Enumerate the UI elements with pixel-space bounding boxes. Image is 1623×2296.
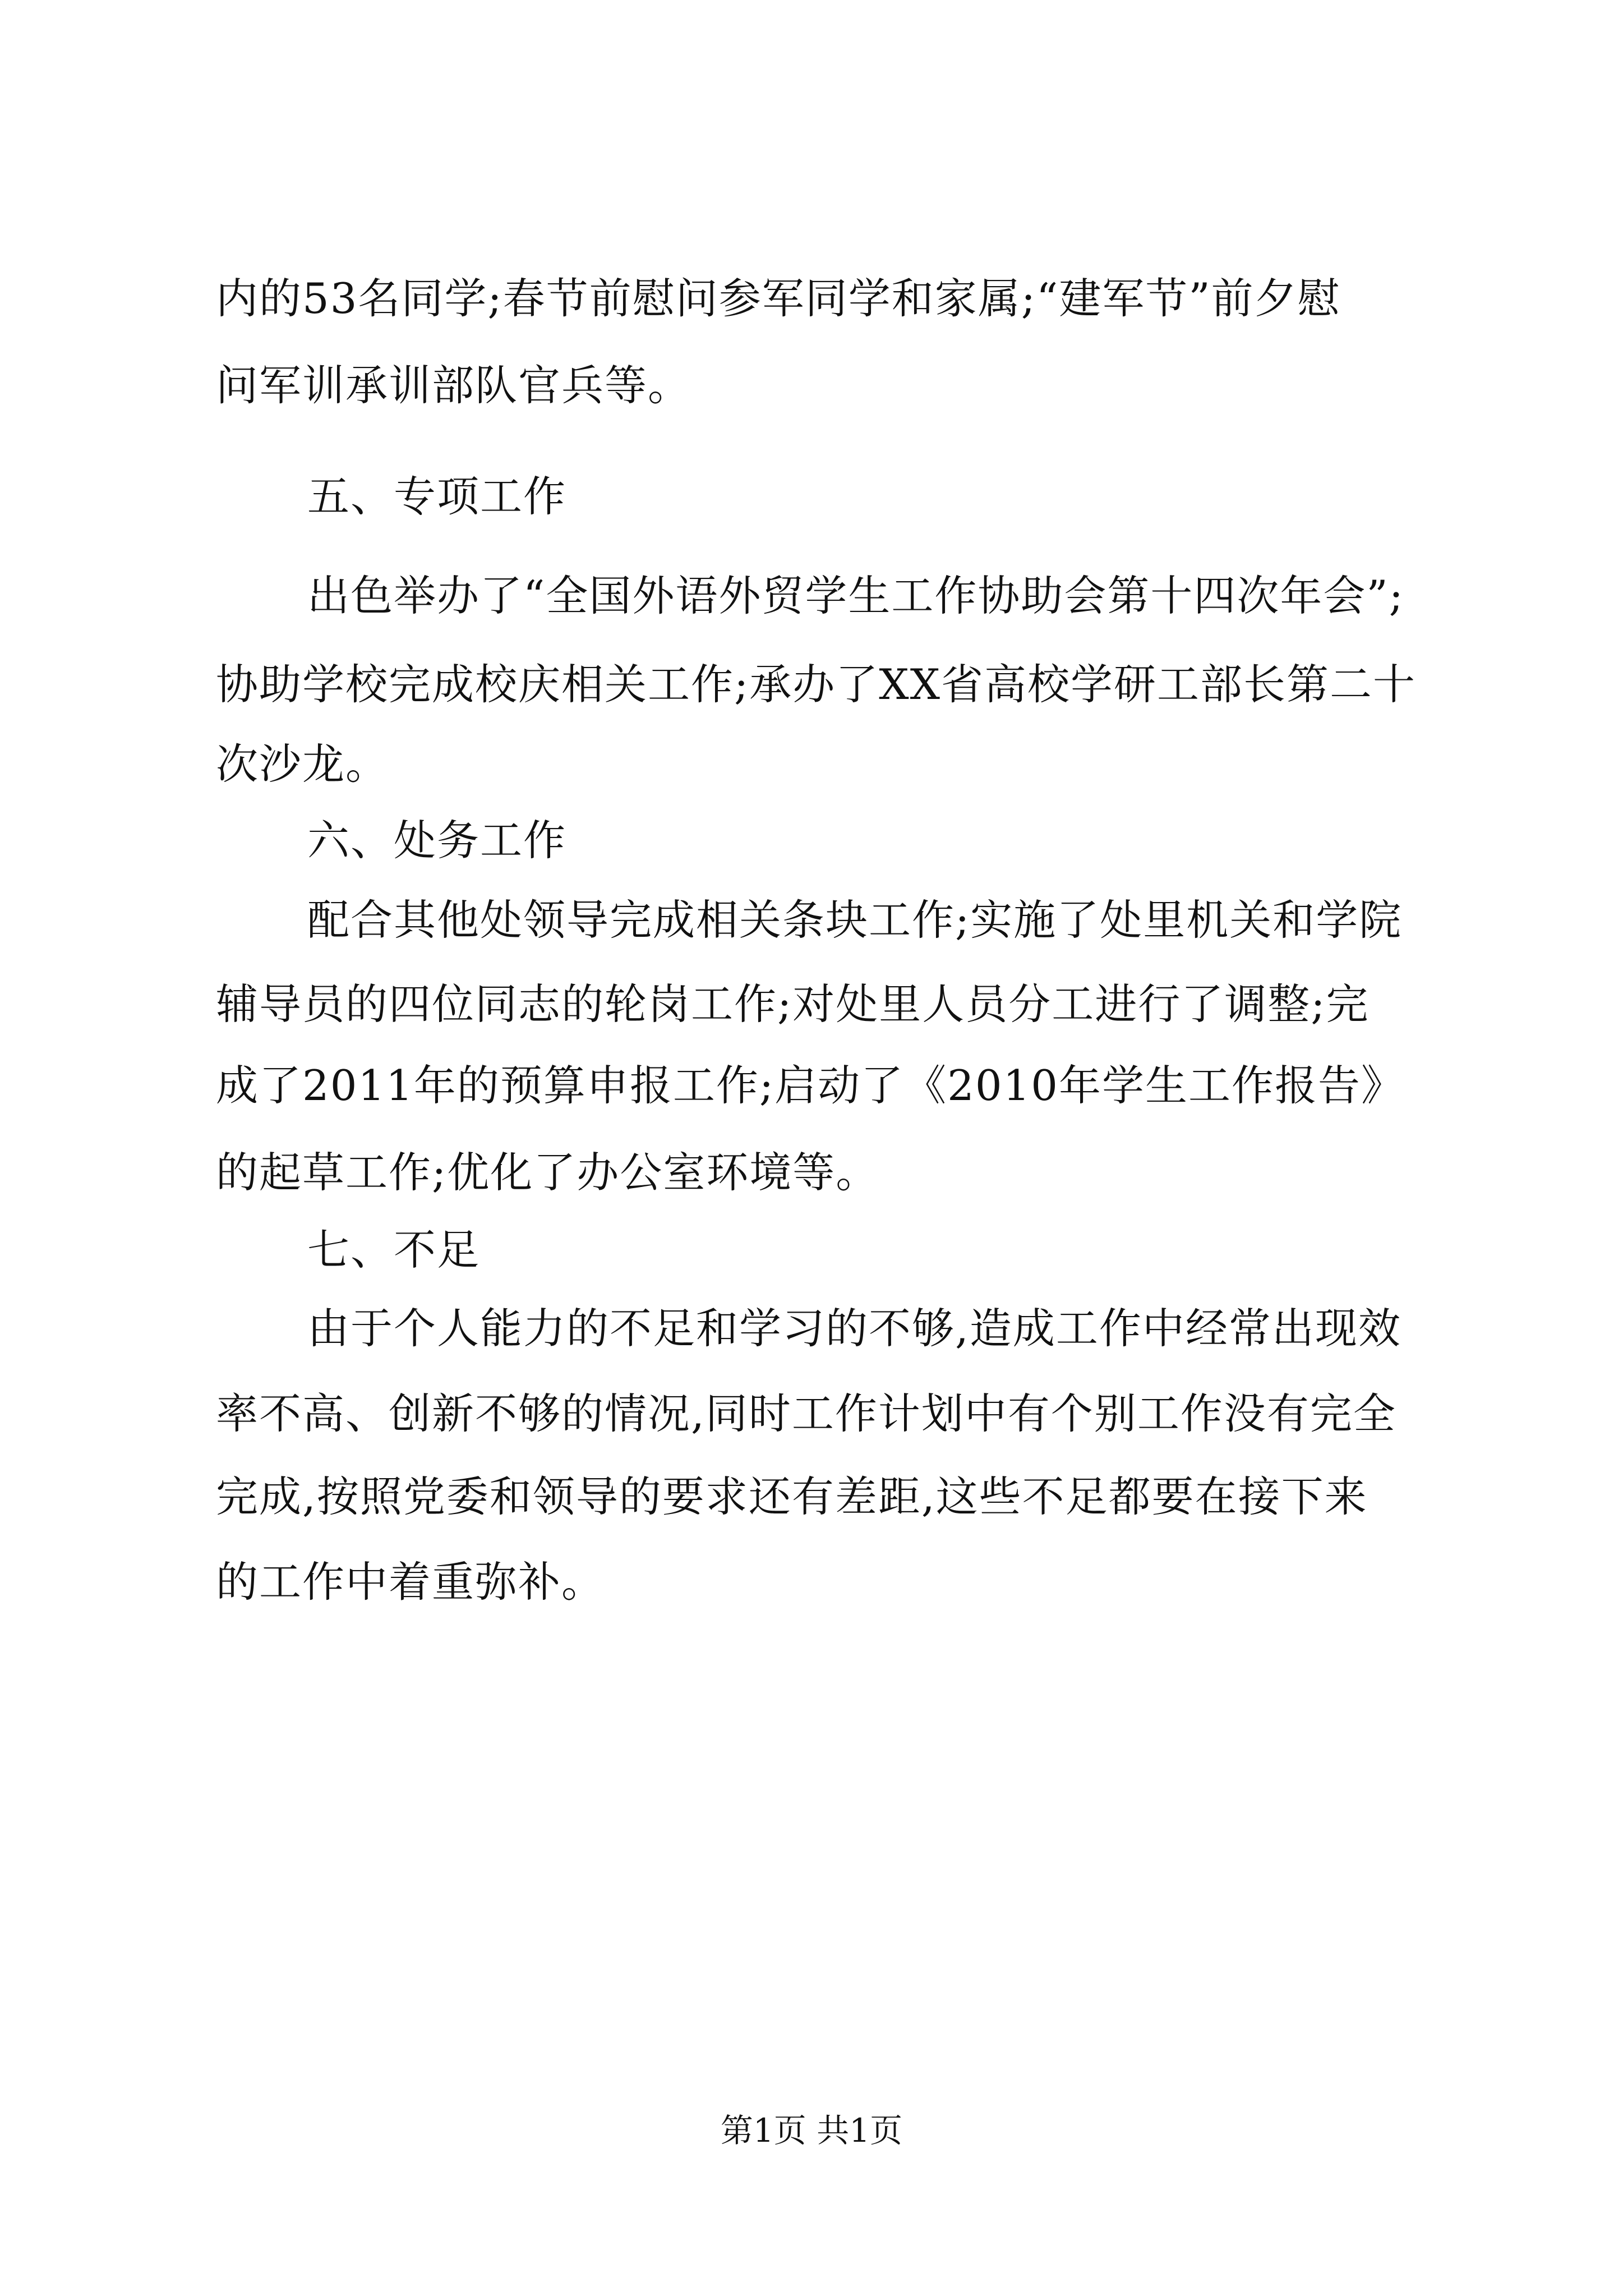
body-line: 率不高、创新不够的情况,同时工作计划中有个别工作没有完全 xyxy=(216,1389,1396,1438)
body-line: 内的53名同学;春节前慰问参军同学和家属;“建军节”前夕慰 xyxy=(216,274,1341,323)
body-line: 出色举办了“全国外语外贸学生工作协助会第十四次年会”; xyxy=(307,571,1404,620)
body-line: 次沙龙。 xyxy=(216,739,389,789)
section-heading: 七、不足 xyxy=(307,1225,481,1274)
section-heading: 六、处务工作 xyxy=(307,816,567,865)
body-line: 配合其他处领导完成相关条块工作;实施了处里机关和学院 xyxy=(307,895,1403,945)
body-line: 辅导员的四位同志的轮岗工作;对处里人员分工进行了调整;完 xyxy=(216,979,1370,1029)
body-line: 的工作中着重弥补。 xyxy=(216,1557,605,1607)
body-line: 成了2011年的预算申报工作;启动了《2010年学生工作报告》 xyxy=(216,1061,1405,1110)
body-line: 协助学校完成校庆相关工作;承办了XX省高校学研工部长第二十 xyxy=(216,660,1417,709)
body-line: 的起草工作;优化了办公室环境等。 xyxy=(216,1148,879,1197)
body-line: 完成,按照党委和领导的要求还有差距,这些不足都要在接下来 xyxy=(216,1472,1368,1521)
body-line: 由于个人能力的不足和学习的不够,造成工作中经常出现效 xyxy=(307,1304,1401,1353)
page-footer: 第1页 共1页 xyxy=(720,2111,903,2150)
section-heading: 五、专项工作 xyxy=(307,472,567,521)
body-line: 问军训承训部队官兵等。 xyxy=(216,361,691,410)
